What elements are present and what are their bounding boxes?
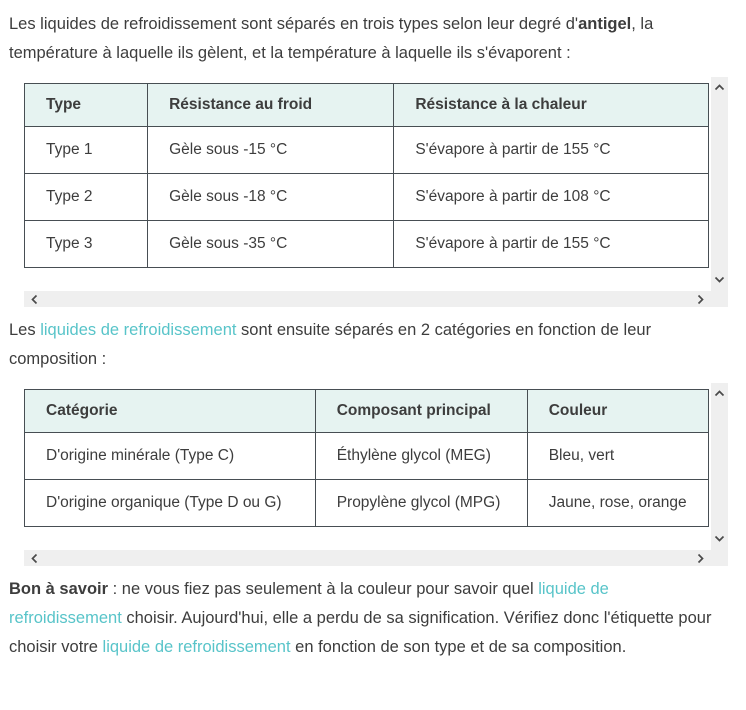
categories-paragraph <box>9 316 715 374</box>
types-table-vertical-scrollbar[interactable] <box>711 77 728 307</box>
categories-table-block <box>24 383 728 566</box>
text-segment: , la température à laquelle ils gèlent, et la température à laquelle ils s'évaporent : <box>9 15 654 62</box>
column-header: Couleur <box>527 390 708 433</box>
table-cell: D'origine organique (Type D ou G) <box>25 480 316 527</box>
scroll-up-icon[interactable] <box>714 84 725 91</box>
column-header: Résistance à la chaleur <box>394 84 709 127</box>
types-table-horizontal-scrollbar[interactable] <box>24 291 711 307</box>
inline-link[interactable]: liquide de refroidissement <box>102 638 291 656</box>
table-cell: Type 2 <box>25 174 148 221</box>
categories-table-vertical-scrollbar[interactable] <box>711 383 728 566</box>
table-cell: S'évapore à partir de 108 °C <box>394 174 709 221</box>
categories-table <box>24 389 709 527</box>
bold-text: Bon à savoir <box>9 580 109 598</box>
types-table <box>24 83 709 268</box>
scroll-down-icon[interactable] <box>714 535 725 542</box>
column-header: Catégorie <box>25 390 316 433</box>
scroll-left-icon[interactable] <box>31 294 38 305</box>
column-header: Type <box>25 84 148 127</box>
scroll-right-icon[interactable] <box>697 294 704 305</box>
table-row <box>25 433 709 480</box>
table-cell: S'évapore à partir de 155 °C <box>394 127 709 174</box>
text-segment: Les liquides de refroidissement sont séparés en trois types selon leur degré d' <box>9 15 579 33</box>
table-cell: Gèle sous -18 °C <box>148 174 394 221</box>
article-content <box>9 10 746 662</box>
bold-text: antigel <box>578 15 632 33</box>
categories-table-horizontal-scrollbar[interactable] <box>24 550 711 566</box>
text-segment: Les <box>9 321 41 339</box>
scroll-down-icon[interactable] <box>714 276 725 283</box>
table-header-row <box>25 390 709 433</box>
table-header-row <box>25 84 709 127</box>
table-cell: Type 1 <box>25 127 148 174</box>
table-cell: Gèle sous -15 °C <box>148 127 394 174</box>
table-row <box>25 221 709 268</box>
categories-table-scroll-area[interactable] <box>24 383 711 550</box>
column-header: Composant principal <box>315 390 527 433</box>
scroll-up-icon[interactable] <box>714 390 725 397</box>
table-cell: Bleu, vert <box>527 433 708 480</box>
table-cell: Jaune, rose, orange <box>527 480 708 527</box>
table-cell: Propylène glycol (MPG) <box>315 480 527 527</box>
inline-link[interactable]: liquides de refroidissement <box>40 321 237 339</box>
table-row <box>25 174 709 221</box>
table-cell: Éthylène glycol (MEG) <box>315 433 527 480</box>
inline-link[interactable]: liquide de refroidissement <box>9 580 609 627</box>
types-table-block <box>24 77 728 307</box>
table-row <box>25 480 709 527</box>
text-segment: en fonction de son type et de sa composition. <box>290 638 627 656</box>
text-segment: : ne vous fiez pas seulement à la couleur pour savoir quel <box>108 580 539 598</box>
table-row <box>25 127 709 174</box>
column-header: Résistance au froid <box>148 84 394 127</box>
table-cell: D'origine minérale (Type C) <box>25 433 316 480</box>
intro-paragraph <box>9 10 715 68</box>
scroll-left-icon[interactable] <box>31 553 38 564</box>
types-table-scroll-area[interactable] <box>24 77 711 291</box>
scroll-right-icon[interactable] <box>697 553 704 564</box>
table-cell: Gèle sous -35 °C <box>148 221 394 268</box>
tip-paragraph <box>9 575 715 662</box>
text-segment: choisir. Aujourd'hui, elle a perdu de sa signification. Vérifiez donc l'étiquette pour choisir votre <box>9 609 712 656</box>
table-cell: S'évapore à partir de 155 °C <box>394 221 709 268</box>
table-cell: Type 3 <box>25 221 148 268</box>
text-segment: sont ensuite séparés en 2 catégories en fonction de leur composition : <box>9 321 652 368</box>
